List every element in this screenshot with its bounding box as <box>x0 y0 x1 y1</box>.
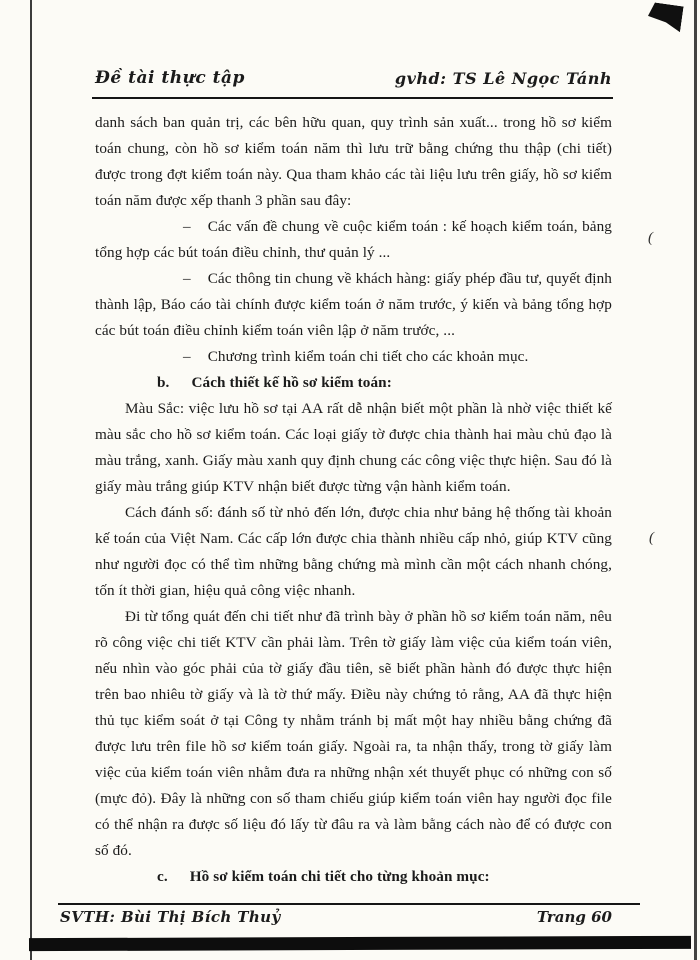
paragraph-color: Màu Sắc: việc lưu hồ sơ tại AA rất dễ nhận biết một phần là nhờ việc thiết kế màu sắc cho hồ sơ kiểm toán. Các loại giấy tờ được chia thành hai màu chủ đạo là màu trắng, xanh. Giấy màu xanh quy định chung các công việc thực hiện. Sau đó là giấy màu trắng giúp KTV nhận biết được từng vận hành kiểm toán. <box>95 400 612 495</box>
section-title: Cách thiết kế hồ sơ kiểm toán: <box>191 374 392 391</box>
bullet-item <box>95 214 612 266</box>
bullet-text: Các thông tin chung về khách hàng: giấy phép đầu tư, quyết định thành lập, Báo cáo tài chính được kiểm toán ở năm trước, ý kiến và bảng tổng hợp các bút toán điều chỉnh kiểm toán viên lập ở năm trước, ... <box>95 270 612 339</box>
bullet-text: Các vấn đề chung về cuộc kiểm toán : kế hoạch kiểm toán, bảng tổng hợp các bút toán điều chỉnh, thư quản lý ... <box>95 218 612 261</box>
footer-author: SVTH: Bùi Thị Bích Thuỷ <box>60 908 281 926</box>
page-footer <box>60 908 612 926</box>
bullet-dash: – <box>183 270 191 287</box>
bullet-dash: – <box>183 348 191 365</box>
scan-edge-bottom <box>29 936 691 951</box>
section-heading-b <box>95 370 612 396</box>
bullet-text: Chương trình kiểm toán chi tiết cho các khoản mục. <box>207 348 529 365</box>
page-header <box>95 68 612 88</box>
scan-speck: ( <box>649 530 654 546</box>
paragraph-detail: Đi từ tổng quát đến chi tiết như đã trình bày ở phần hồ sơ kiểm toán năm, nêu rõ công việc chi tiết KTV cần phải làm. Trên tờ giấy làm việc của kiểm toán viên, nếu nhìn vào góc phải của tờ giấy đầu tiên, sẽ biết phần hành đó được thực hiện trên bao nhiêu tờ giấy và là tờ thứ mấy. Điều này chứng tỏ rằng, AA đã thực hiện thủ tục kiểm soát ở tại Công ty nhằm tránh bị mất một hay nhiều bằng chứng đã được lưu trên file hồ sơ kiểm toán giấy. Ngoài ra, ta nhận thấy, trong tờ giấy làm việc của kiểm toán viên nhằm đưa ra những nhận xét thuyết phục có những con số (mực đỏ). Đây là những con số tham chiếu giúp kiểm toán viên hay người đọc file có thể nhận ra được số liệu đó lấy từ đâu ra và làm bằng cách nào để có được con số đó. <box>95 608 612 859</box>
header-title: Đề tài thực tập <box>95 68 245 88</box>
section-title: Hồ sơ kiểm toán chi tiết cho từng khoản mục: <box>189 868 490 885</box>
footer-page-number: Trang 60 <box>536 908 612 926</box>
section-label: b. <box>157 374 170 391</box>
header-advisor: gvhd: TS Lê Ngọc Tánh <box>394 69 612 88</box>
scan-edge-right <box>694 0 697 960</box>
bullet-item <box>95 266 612 344</box>
bullet-dash: – <box>183 218 191 235</box>
section-heading-c <box>95 864 612 890</box>
paragraph-intro: danh sách ban quản trị, các bên hữu quan, quy trình sản xuất... trong hồ sơ kiểm toán chung, còn hồ sơ kiểm toán năm thì lưu trữ bằng chứng thu thập (chi tiết) được trong đợt kiểm toán này. Qua tham khảo các tài liệu lưu trên giấy, hồ sơ kiểm toán năm được xếp thanh 3 phần sau đây: <box>95 114 612 209</box>
section-label: c. <box>157 868 168 885</box>
footer-rule <box>58 903 640 905</box>
scan-edge-left <box>30 0 32 960</box>
document-body <box>95 110 612 890</box>
header-rule <box>92 97 613 99</box>
scan-speck: ( <box>648 230 653 246</box>
scan-corner-mark <box>646 2 683 32</box>
paragraph-numbering: Cách đánh số: đánh số từ nhỏ đến lớn, được chia như bảng hệ thống tài khoản kế toán của Việt Nam. Các cấp lớn được chia thành nhiều cấp nhỏ, giúp KTV cũng như người đọc có thể tìm những bằng chứng mà mình cần một cách nhanh chóng, tốn ít thời gian, hiệu quả công việc nhanh. <box>95 504 612 599</box>
bullet-item <box>95 344 612 370</box>
